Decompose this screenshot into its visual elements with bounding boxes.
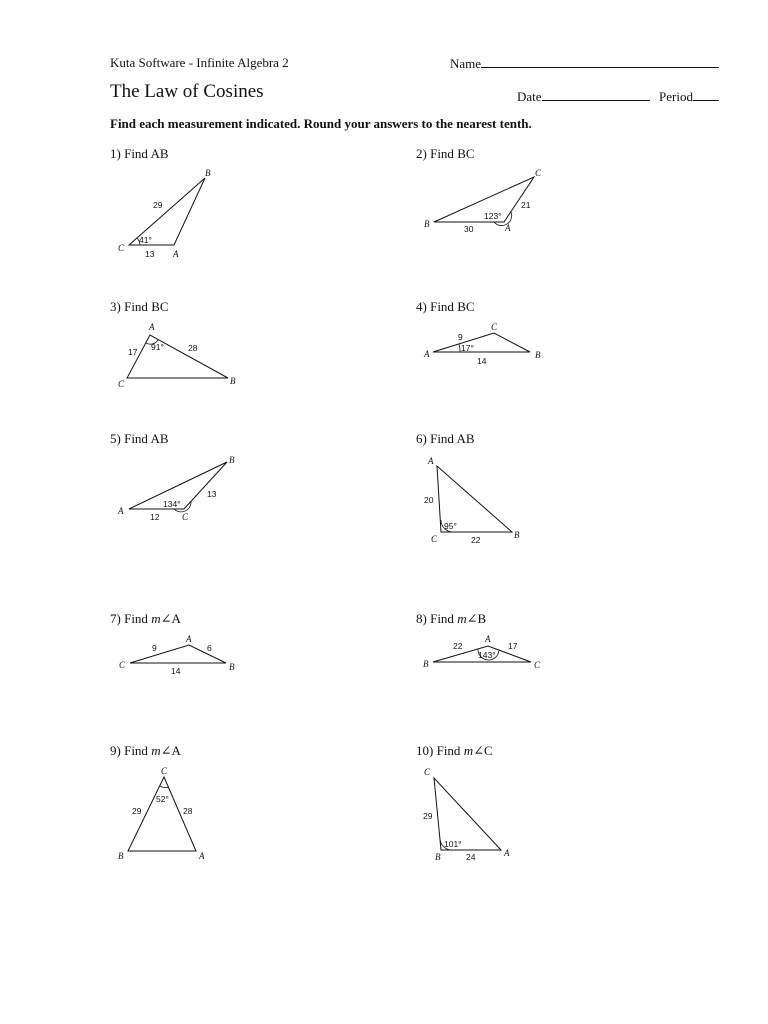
problem-number: 9) [110, 743, 121, 758]
problem-number: 7) [110, 611, 121, 626]
problem-target: ∠C [473, 743, 493, 758]
side-label: 22 [453, 641, 463, 651]
side-label: 9 [152, 643, 157, 653]
angle-label: 91° [151, 342, 164, 352]
triangle-6 [424, 456, 520, 545]
problem-target: ∠B [466, 611, 487, 626]
side-label: 30 [464, 224, 474, 234]
problem-target: AB [150, 431, 169, 446]
problem-measure: m [463, 743, 474, 758]
vertex-label: B [205, 168, 211, 178]
triangle-3 [118, 322, 236, 389]
vertex-label: B [535, 350, 541, 360]
vertex-label: A [173, 249, 179, 259]
side-label: 21 [521, 200, 531, 210]
side-label: 22 [471, 535, 481, 545]
vertex-label: C [182, 512, 189, 522]
problem-number: 4) [416, 299, 427, 314]
vertex-label: A [428, 456, 434, 466]
period-label: Period [659, 89, 693, 104]
vertex-label: B [424, 219, 430, 229]
angle-label: 95° [444, 521, 457, 531]
angle-label: 52° [156, 794, 169, 804]
problem-target: ∠A [160, 743, 181, 758]
side-label: 29 [153, 200, 163, 210]
angle-label: 101° [444, 839, 462, 849]
angle-label: 41° [139, 235, 152, 245]
problem-number: 2) [416, 146, 427, 161]
problem-prompt: Find [124, 299, 152, 314]
side-label: 24 [466, 852, 476, 862]
vertex-label: B [423, 659, 429, 669]
side-label: 20 [424, 495, 434, 505]
side-label: 13 [207, 489, 217, 499]
vertex-label: A [424, 349, 430, 359]
instructions: Find each measurement indicated. Round your answers to the nearest tenth. [110, 116, 532, 131]
triangle-8 [423, 634, 541, 670]
problem-prompt: Find [124, 146, 151, 161]
problem-prompt: Find [430, 611, 458, 626]
angle-label: 134° [163, 499, 181, 509]
triangle-4-shape [433, 333, 530, 352]
vertex-label: A [505, 223, 511, 233]
problem-target: BC [151, 299, 169, 314]
triangle-9 [118, 766, 205, 861]
side-label: 28 [188, 343, 198, 353]
problem-prompt: Find [430, 299, 458, 314]
vertex-label: B [229, 455, 235, 465]
triangle-2 [424, 168, 542, 234]
problem-measure: m [457, 611, 467, 626]
triangle-5 [117, 455, 235, 522]
triangle-10 [423, 767, 510, 862]
triangle-4 [423, 322, 541, 366]
side-label: 6 [207, 643, 212, 653]
triangle-7 [119, 634, 235, 676]
problem-target: ∠A [160, 611, 181, 626]
problem-target: BC [457, 146, 475, 161]
problem-number: 10) [416, 743, 434, 758]
problem-number: 5) [110, 431, 121, 446]
side-label: 9 [458, 332, 463, 342]
vertex-label: C [119, 660, 126, 670]
problem-target: AB [456, 431, 475, 446]
triangle-3-shape [127, 335, 228, 378]
problem-prompt: Find [430, 431, 457, 446]
side-label: 14 [477, 356, 487, 366]
problem-prompt: Find [436, 743, 464, 758]
problem-number: 3) [110, 299, 121, 314]
angle-label: 17° [461, 343, 474, 353]
vertex-label: C [491, 322, 498, 332]
side-label: 13 [145, 249, 155, 259]
side-label: 29 [423, 811, 433, 821]
problem-measure: m [151, 743, 161, 758]
vertex-label: C [161, 766, 168, 776]
problem-prompt: Find [124, 611, 152, 626]
vertex-label: C [118, 379, 125, 389]
side-label: 28 [183, 806, 193, 816]
vertex-label: B [514, 530, 520, 540]
problem-measure: m [151, 611, 161, 626]
vertex-label: C [535, 168, 542, 178]
vertex-label: A [199, 851, 205, 861]
vertex-label: C [431, 534, 438, 544]
problem-number: 8) [416, 611, 427, 626]
side-label: 29 [132, 806, 142, 816]
problem-prompt: Find [124, 431, 151, 446]
problem-target: AB [150, 146, 169, 161]
problem-prompt: Find [124, 743, 152, 758]
vertex-label: A [485, 634, 491, 644]
worksheet-title: The Law of Cosines [110, 81, 264, 102]
vertex-label: C [424, 767, 431, 777]
side-label: 14 [171, 666, 181, 676]
vertex-label: A [118, 506, 124, 516]
problem-number: 6) [416, 431, 427, 446]
vertex-label: A [149, 322, 155, 332]
side-label: 17 [128, 347, 138, 357]
angle-label: 143° [478, 650, 496, 660]
problem-prompt: Find [430, 146, 458, 161]
name-label: Name [450, 56, 482, 71]
vertex-label: A [186, 634, 192, 644]
vertex-label: C [118, 243, 125, 253]
side-label: 12 [150, 512, 160, 522]
problem-number: 1) [110, 146, 121, 161]
triangle-1 [118, 168, 211, 259]
vertex-label: B [229, 662, 235, 672]
vertex-label: B [118, 851, 124, 861]
vertex-label: B [435, 852, 441, 862]
software-credit: Kuta Software - Infinite Algebra 2 [110, 55, 289, 70]
angle-arc [459, 344, 460, 352]
side-label: 17 [508, 641, 518, 651]
vertex-label: A [504, 848, 510, 858]
vertex-label: B [230, 376, 236, 386]
date-label: Date [517, 89, 542, 104]
vertex-label: C [534, 660, 541, 670]
problem-target: BC [457, 299, 475, 314]
angle-label: 123° [484, 211, 502, 221]
